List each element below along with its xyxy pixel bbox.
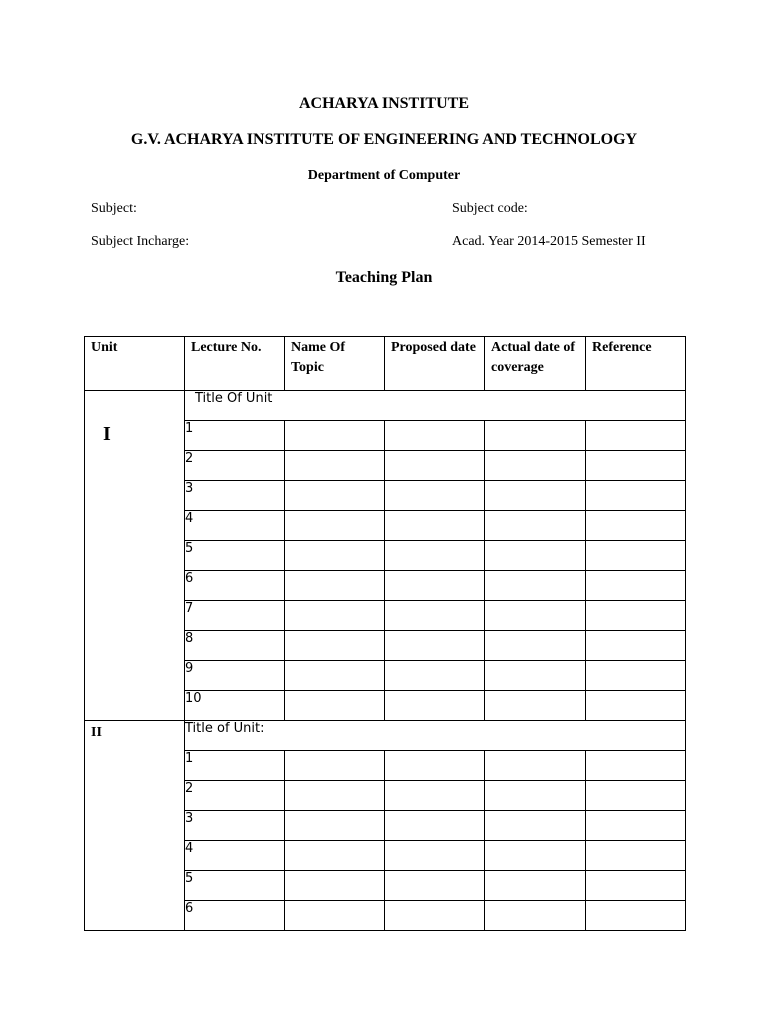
proposed-date-cell [385, 751, 485, 781]
lecture-number: 3 [185, 811, 285, 841]
lecture-number: 8 [185, 631, 285, 661]
lecture-number: 2 [185, 781, 285, 811]
name-of-topic-cell [285, 601, 385, 631]
proposed-date-cell [385, 541, 485, 571]
column-header-name-of-topic: Name Of Topic [285, 337, 385, 391]
lecture-number: 6 [185, 901, 285, 931]
actual-date-cell [485, 901, 586, 931]
subject-code-label: Subject code: [452, 201, 528, 216]
subject-incharge-label: Subject Incharge: [91, 234, 190, 249]
column-header-unit: Unit [85, 337, 185, 391]
proposed-date-cell [385, 691, 485, 721]
reference-cell [586, 661, 686, 691]
name-of-topic-cell [285, 871, 385, 901]
proposed-date-cell [385, 811, 485, 841]
reference-cell [586, 691, 686, 721]
name-of-topic-cell [285, 751, 385, 781]
teaching-plan-title: Teaching Plan [335, 269, 433, 286]
actual-date-cell [485, 631, 586, 661]
name-of-topic-cell [285, 451, 385, 481]
teaching-plan-table [84, 336, 686, 931]
subject-label: Subject: [91, 201, 137, 216]
lecture-number: 1 [185, 751, 285, 781]
reference-cell [586, 631, 686, 661]
proposed-date-cell [385, 511, 485, 541]
unit-title: Title Of Unit [185, 391, 686, 421]
name-of-topic-cell [285, 691, 385, 721]
reference-cell [586, 571, 686, 601]
actual-date-cell [485, 841, 586, 871]
lecture-number: 6 [185, 571, 285, 601]
proposed-date-cell [385, 601, 485, 631]
lecture-number: 5 [185, 541, 285, 571]
name-of-topic-cell [285, 571, 385, 601]
name-of-topic-cell [285, 661, 385, 691]
reference-cell [586, 601, 686, 631]
reference-cell [586, 481, 686, 511]
column-header-proposed-date: Proposed date [385, 337, 485, 391]
proposed-date-cell [385, 451, 485, 481]
actual-date-cell [485, 451, 586, 481]
actual-date-cell [485, 781, 586, 811]
unit-label: I [85, 391, 185, 721]
unit-label: II [85, 721, 185, 931]
lecture-number: 1 [185, 421, 285, 451]
actual-date-cell [485, 421, 586, 451]
name-of-topic-cell [285, 781, 385, 811]
reference-cell [586, 871, 686, 901]
actual-date-cell [485, 511, 586, 541]
actual-date-cell [485, 601, 586, 631]
actual-date-cell [485, 481, 586, 511]
proposed-date-cell [385, 841, 485, 871]
reference-cell [586, 811, 686, 841]
actual-date-cell [485, 811, 586, 841]
lecture-number: 2 [185, 451, 285, 481]
proposed-date-cell [385, 631, 485, 661]
reference-cell [586, 751, 686, 781]
reference-cell [586, 781, 686, 811]
name-of-topic-cell [285, 811, 385, 841]
lecture-number: 10 [185, 691, 285, 721]
unit-title-row [85, 391, 686, 421]
academic-year-semester: Acad. Year 2014-2015 Semester II [452, 234, 646, 249]
lecture-number: 3 [185, 481, 285, 511]
reference-cell [586, 541, 686, 571]
proposed-date-cell [385, 901, 485, 931]
proposed-date-cell [385, 661, 485, 691]
teaching-plan-body [85, 391, 686, 931]
reference-cell [586, 421, 686, 451]
proposed-date-cell [385, 481, 485, 511]
name-of-topic-cell [285, 511, 385, 541]
name-of-topic-cell [285, 901, 385, 931]
column-header-lecture-no: Lecture No. [185, 337, 285, 391]
lecture-number: 4 [185, 511, 285, 541]
name-of-topic-cell [285, 421, 385, 451]
reference-cell [586, 511, 686, 541]
actual-date-cell [485, 571, 586, 601]
department-name: Department of Computer [307, 168, 461, 183]
lecture-number: 5 [185, 871, 285, 901]
name-of-topic-cell [285, 631, 385, 661]
reference-cell [586, 901, 686, 931]
name-of-topic-cell [285, 481, 385, 511]
actual-date-cell [485, 751, 586, 781]
proposed-date-cell [385, 871, 485, 901]
proposed-date-cell [385, 421, 485, 451]
actual-date-cell [485, 661, 586, 691]
college-name: G.V. ACHARYA INSTITUTE OF ENGINEERING AND TECHNOLOGY [130, 131, 638, 148]
column-header-actual-date: Actual date of coverage [485, 337, 586, 391]
lecture-number: 4 [185, 841, 285, 871]
unit-title: Title of Unit: [185, 721, 686, 751]
proposed-date-cell [385, 781, 485, 811]
institute-name: ACHARYA INSTITUTE [298, 95, 469, 112]
actual-date-cell [485, 871, 586, 901]
unit-title-row [85, 721, 686, 751]
reference-cell [586, 841, 686, 871]
lecture-number: 9 [185, 661, 285, 691]
column-header-reference: Reference [586, 337, 686, 391]
table-header-row [85, 337, 686, 391]
name-of-topic-cell [285, 541, 385, 571]
name-of-topic-cell [285, 841, 385, 871]
reference-cell [586, 451, 686, 481]
actual-date-cell [485, 691, 586, 721]
proposed-date-cell [385, 571, 485, 601]
actual-date-cell [485, 541, 586, 571]
lecture-number: 7 [185, 601, 285, 631]
